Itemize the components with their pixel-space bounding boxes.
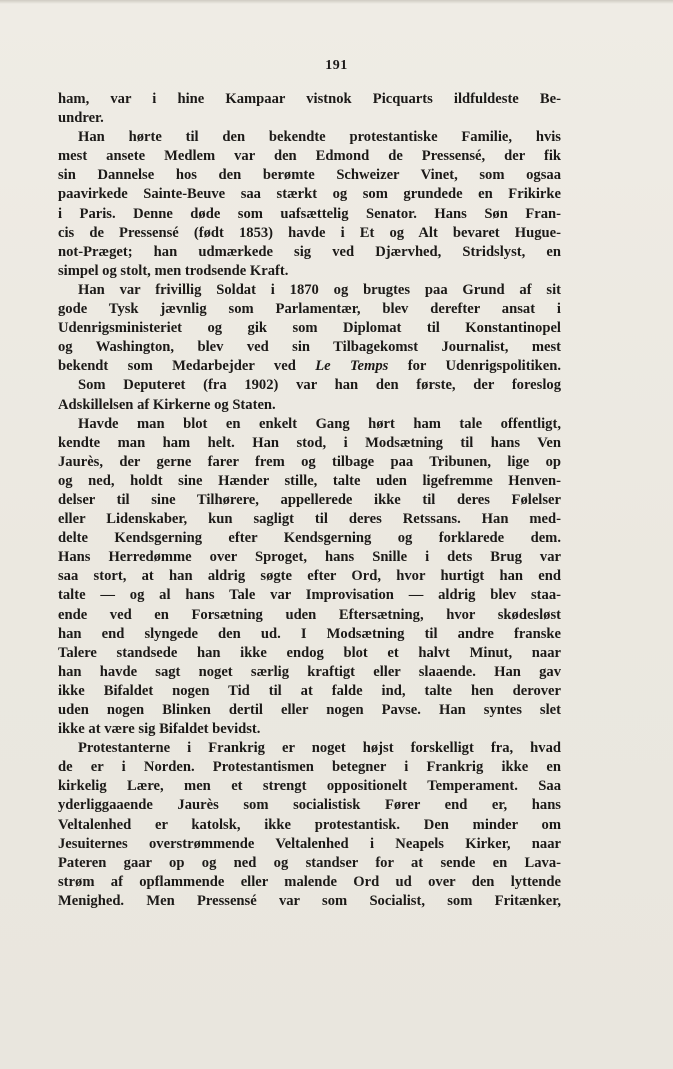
text-line: sin Dannelse hos den berømte Schweizer Vinet, som ogsaa: [58, 167, 561, 184]
text-line: paavirkede Sainte-Beuve saa stærkt og som grundede en Frikirke: [58, 186, 561, 203]
text-line: Pateren gaar op og ned og standser for at sende en Lava-: [58, 854, 561, 871]
text-line: [58, 357, 561, 376]
text-line: Adskillelsen af Kirkerne og Staten.: [58, 396, 276, 413]
text-segment: bekendt som Medarbejder ved: [58, 358, 296, 375]
text-line: ikke at være sig Bifaldet bevidst.: [58, 721, 261, 738]
page-number: 191: [325, 58, 348, 73]
italic-title: Le Temps: [315, 358, 389, 375]
text-line: kirkelig Lære, men et strengt oppositionelt Temperament. Saa: [58, 778, 561, 795]
text-line: Som Deputeret (fra 1902) var han den første, der foreslog: [78, 377, 561, 394]
text-line: Jesuiternes overstrømmende Veltalenhed i Neapels Kirker, naar: [58, 835, 561, 852]
text-line: strøm af opflammende eller malende Ord ud over den lyttende: [58, 873, 561, 890]
text-line: talte — og al hans Tale var Improvisation — aldrig blev staa-: [58, 587, 561, 604]
text-line: uden nogen Blinken dertil eller nogen Pavse. Han syntes slet: [58, 702, 561, 718]
text-segment: for Udenrigspolitiken.: [407, 358, 561, 375]
text-line: og ned, holdt sine Hænder stille, talte uden ligefremme Henven-: [58, 472, 561, 489]
text-line: de er i Norden. Protestantismen betegner i Frankrig ikke en: [58, 759, 561, 776]
text-line: not-Præget; han udmærkede sig ved Djærvhed, Stridslyst, en: [58, 243, 561, 260]
text-line: simpel og stolt, men trodsende Kraft.: [58, 262, 289, 279]
text-line: mest ansete Medlem var den Edmond de Pressensé, der fik: [58, 148, 561, 165]
text-line: Han var frivillig Soldat i 1870 og brugtes paa Grund af sit: [78, 281, 561, 298]
text-line: ham, var i hine Kampaar vistnok Picquarts ildfuldeste Be-: [58, 91, 561, 107]
text-line: saa stort, at han aldrig søgte efter Ord, hvor hurtigt han end: [58, 568, 561, 585]
text-line: Hans Herredømme over Sproget, hans Snille i dets Brug var: [58, 549, 561, 566]
text-line: Havde man blot en enkelt Gang hørt ham tale offentligt,: [78, 415, 561, 432]
text-line: Talere standsede han ikke endog blot et halvt Minut, naar: [58, 644, 561, 661]
text-line: kendte man ham helt. Han stod, i Modsætning til hans Ven: [58, 434, 561, 451]
text-line: Han hørte til den bekendte protestantiske Familie, hvis: [78, 129, 561, 146]
text-line: Menighed. Men Pressensé var som Socialist, som Fritænker,: [58, 892, 561, 909]
text-line: han end slyngede den ud. I Modsætning til andre franske: [58, 625, 561, 642]
text-line: yderliggaaende Jaurès som socialistisk Fører end er, hans: [58, 797, 561, 814]
text-line: cis de Pressensé (født 1853) havde i Et og Alt bevaret Hugue-: [58, 224, 561, 241]
text-line: ikke Bifaldet nogen Tid til at falde ind, talte hen derover: [58, 682, 561, 699]
text-line: Veltalenhed er katolsk, ikke protestantisk. Den minder om: [58, 816, 561, 833]
text-line: undrer.: [58, 110, 104, 127]
text-line: eller Lidenskaber, kun sagligt til deres Retssans. Han med-: [58, 511, 561, 528]
text-line: han havde sagt noget særlig kraftigt eller slaaende. Han gav: [58, 663, 561, 680]
text-line: Protestanterne i Frankrig er noget højst forskelligt fra, hvad: [78, 740, 561, 757]
text-line: Udenrigsministeriet og gik som Diplomat til Konstantinopel: [58, 320, 561, 337]
text-line: delser til sine Tilhørere, appellerede ikke til deres Følelser: [58, 491, 561, 508]
body-text: [58, 90, 561, 911]
text-line: og Washington, blev ved sin Tilbagekomst Journalist, mest: [58, 339, 561, 356]
text-line: i Paris. Denne døde som uafsættelig Senator. Hans Søn Fran-: [58, 205, 561, 222]
text-line: ende ved en Forsætning uden Eftersætning, hvor skødesløst: [58, 606, 561, 623]
page-top-edge: [0, 0, 673, 4]
text-line: delte Kendsgerning efter Kendsgerning og forklarede dem.: [58, 530, 561, 547]
text-line: gode Tysk jævnlig som Parlamentær, blev derefter ansat i: [58, 301, 561, 318]
text-line: Jaurès, der gerne farer frem og tilbage paa Tribunen, lige op: [58, 453, 561, 470]
